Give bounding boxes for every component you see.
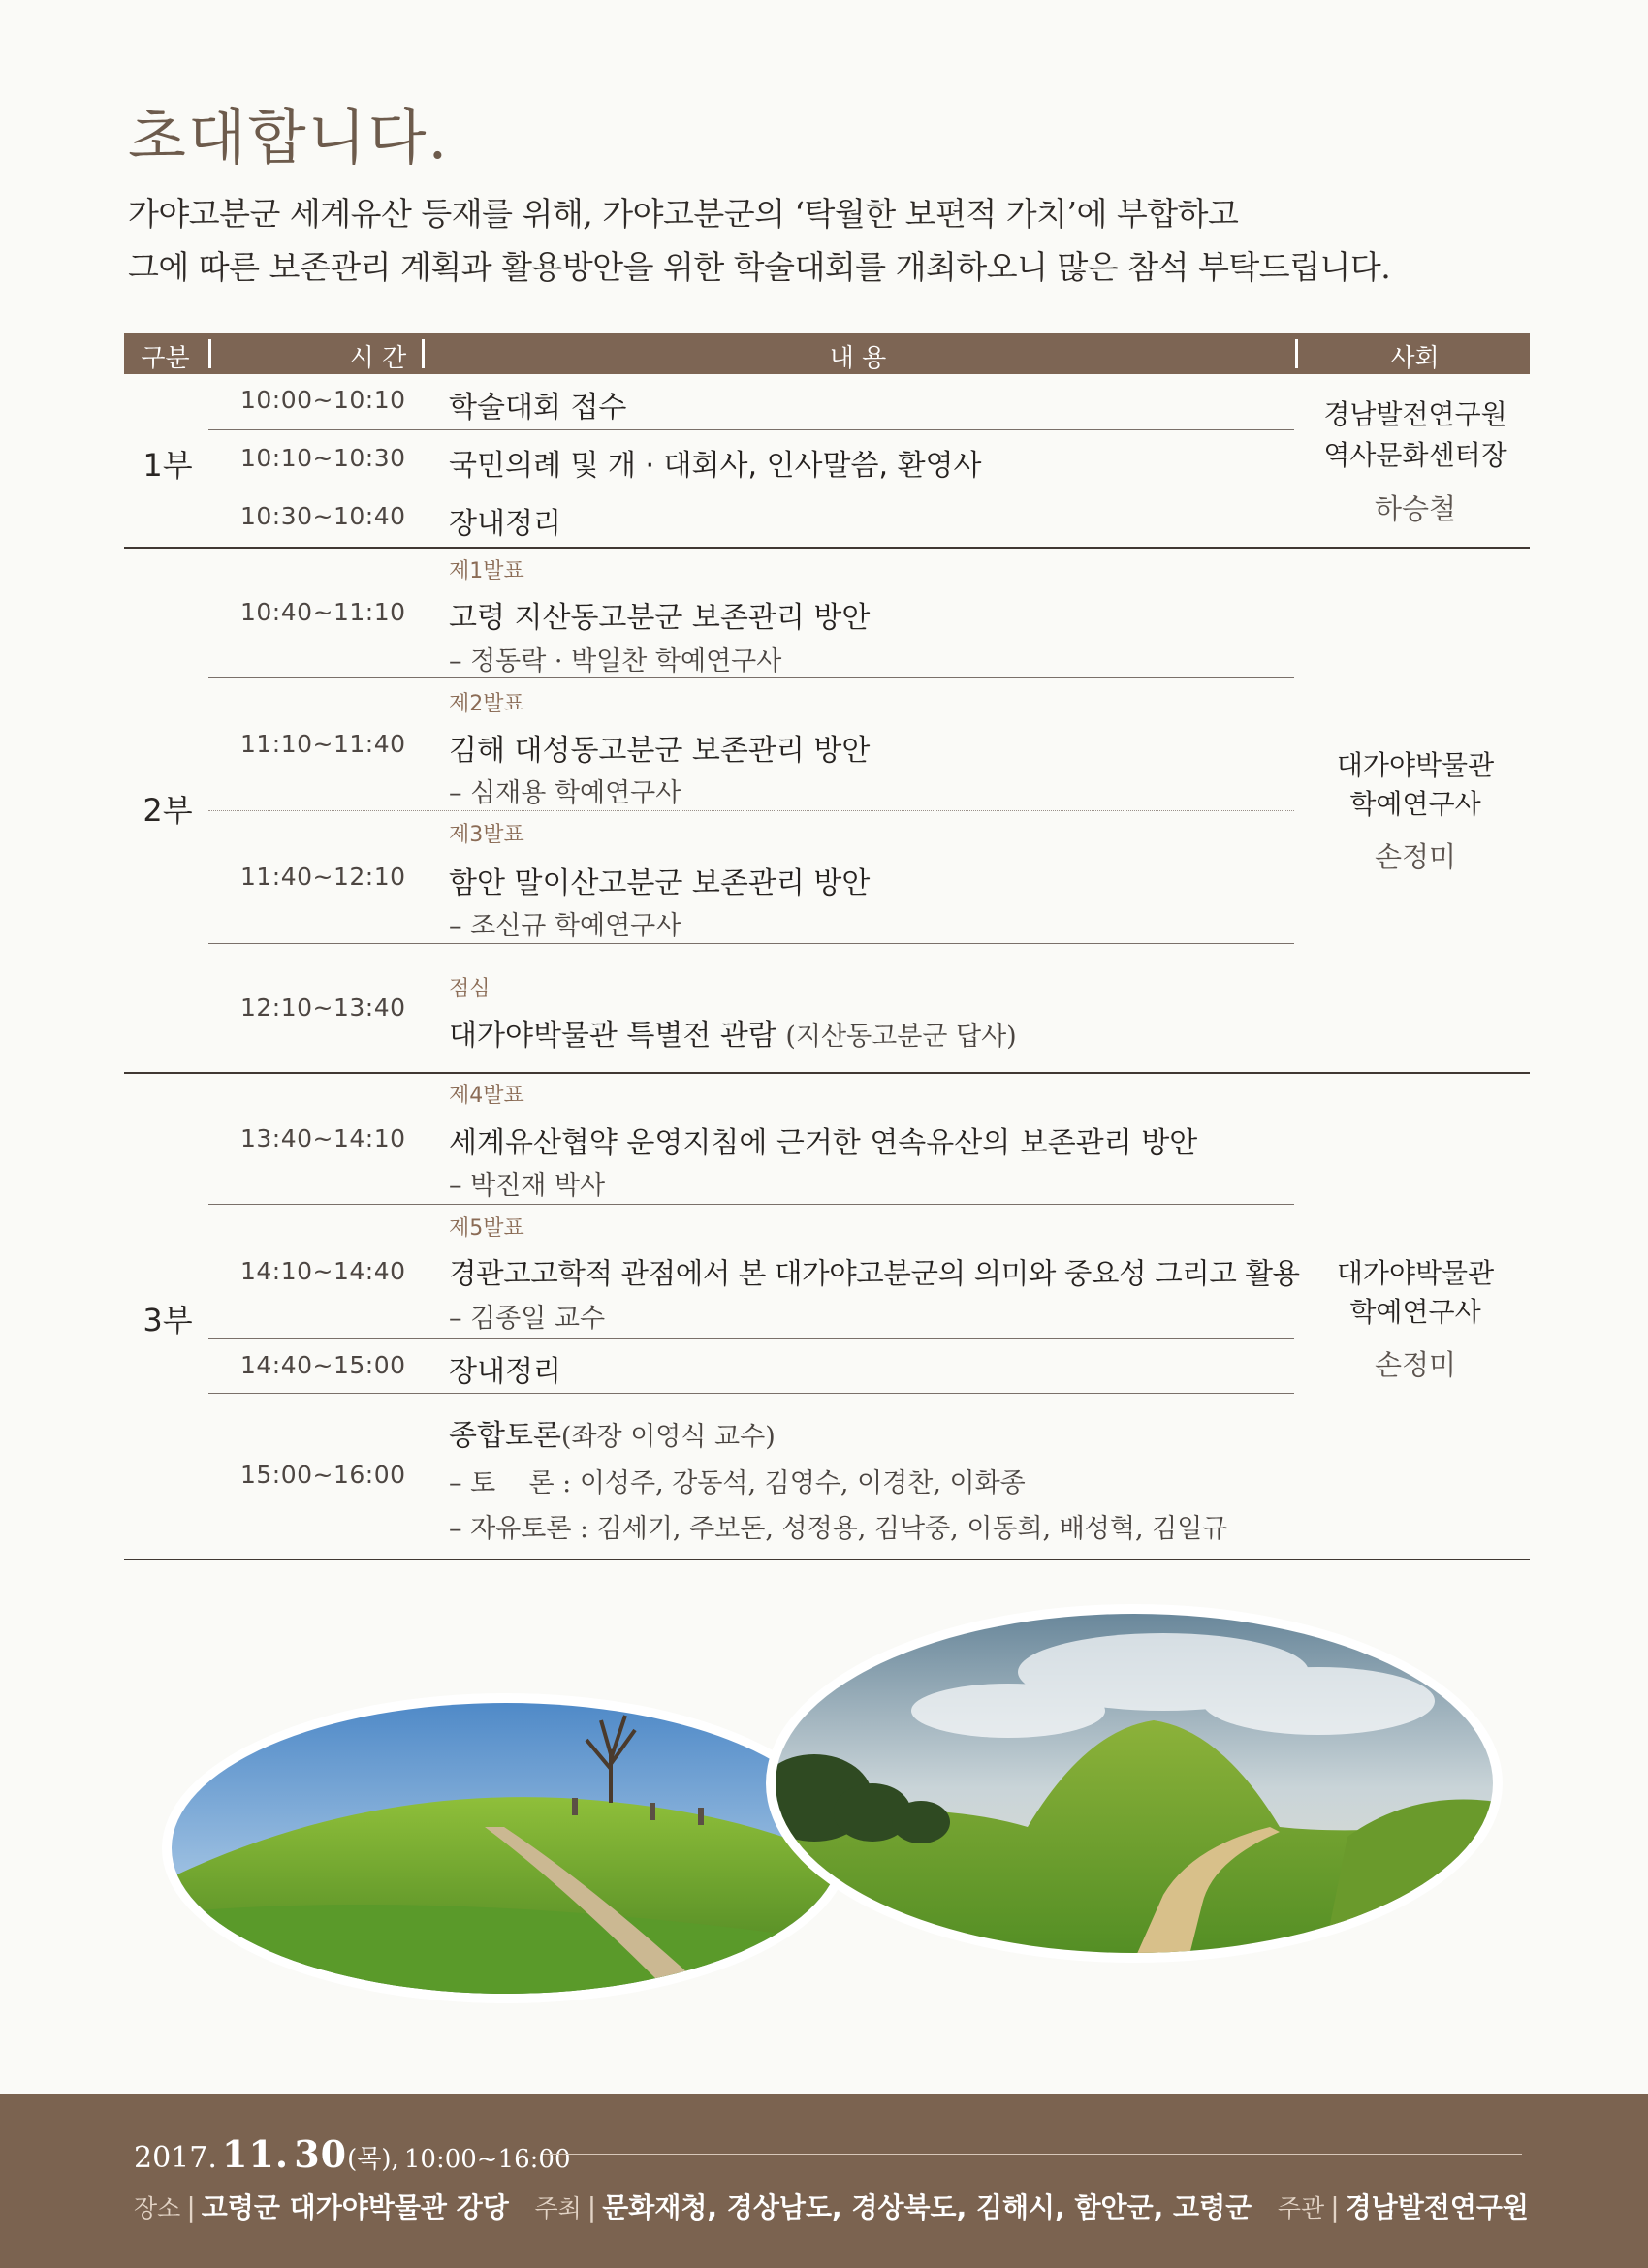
intro-line-2: 그에 따른 보존관리 계획과 활용방안을 위한 학술대회를 개최하오니 많은 참석 부탁드립니다. [128, 248, 1391, 286]
row-content: 장내정리 [449, 507, 561, 541]
row-divider [208, 1393, 1294, 1394]
header-divider [208, 339, 211, 368]
row-time: 12:10~13:40 [240, 993, 406, 1022]
row-content: 고령 지산동고분군 보존관리 방안 [449, 601, 871, 635]
organizer-key: 주최 [534, 2194, 582, 2222]
venue-value: 고령군 대가야박물관 강당 [201, 2191, 509, 2223]
event-info [134, 2187, 1529, 2225]
mound-photo-right [756, 1594, 1512, 1982]
intro-line-1: 가야고분군 세계유산 등재를 위해, 가야고분군의 ‘탁월한 보편적 가치’에 부합하고 [128, 195, 1239, 233]
row-time: 10:10~10:30 [240, 444, 406, 472]
footer-band [0, 2094, 1648, 2268]
row-divider [208, 677, 1294, 678]
header-part: 구분 [141, 344, 190, 373]
header-time: 시 간 [349, 344, 407, 373]
venue-key: 장소 [134, 2194, 181, 2222]
landscape-photos [155, 1594, 1512, 2050]
section-divider [124, 547, 1530, 549]
row-content: 장내정리 [449, 1355, 561, 1389]
row-time: 14:10~14:40 [240, 1257, 406, 1285]
row-time: 15:00~16:00 [240, 1461, 406, 1489]
host-key: 주관 [1277, 2194, 1325, 2222]
presentation-label: 제2발표 [449, 692, 524, 716]
host-name: 하승철 [1374, 492, 1457, 525]
row-content: 김해 대성동고분군 보존관리 방안 [449, 734, 871, 768]
row-speaker: – 조신규 학예연구사 [449, 911, 681, 941]
separator: | [186, 2191, 196, 2223]
row-content: 국민의례 및 개 · 대회사, 인사말씀, 환영사 [449, 449, 982, 483]
table-header [124, 333, 1530, 374]
row-content: 경관고고학적 관점에서 본 대가야고분군의 의미와 중요성 그리고 활용 [449, 1257, 1300, 1290]
row-divider [208, 1204, 1294, 1205]
row-content: 함안 말이산고분군 보존관리 방안 [449, 866, 871, 900]
row-content: 세계유산협약 운영지침에 근거한 연속유산의 보존관리 방안 [449, 1126, 1198, 1160]
row-speaker: – 박진재 박사 [449, 1171, 606, 1201]
lunch-label: 점심 [449, 977, 491, 1001]
header-host: 사회 [1390, 344, 1440, 373]
row-content: 학술대회 접수 [449, 391, 627, 425]
host-value: 경남발전연구원 [1345, 2191, 1529, 2223]
row-content-main: 종합토론 [449, 1419, 561, 1453]
row-content-note: (지산동고분군 답사) [785, 1022, 1017, 1052]
row-divider [208, 429, 1294, 430]
row-speaker: – 정동락 · 박일찬 학예연구사 [449, 646, 782, 677]
row-panel-discussion: – 토 론 : 이성주, 강동석, 김영수, 이경찬, 이화종 [449, 1468, 1026, 1498]
host-title: 학예연구사 [1349, 788, 1481, 820]
row-time: 10:40~11:10 [240, 598, 406, 626]
row-content [449, 1411, 776, 1454]
host-title: 역사문화센터장 [1323, 439, 1507, 471]
presentation-label: 제5발표 [449, 1216, 524, 1241]
presentation-label: 제4발표 [449, 1084, 524, 1108]
host-name: 손정미 [1374, 1348, 1457, 1381]
host-org: 경남발전연구원 [1323, 398, 1507, 430]
row-divider [208, 1338, 1294, 1339]
section-divider [124, 1072, 1530, 1074]
part-label-3: 3부 [143, 1302, 193, 1339]
row-speaker: – 심재용 학예연구사 [449, 778, 681, 808]
event-weekday: (목), [347, 2145, 399, 2174]
mound-photo-left [155, 1691, 853, 2011]
separator: | [586, 2191, 597, 2223]
row-content-main: 대가야박물관 특별전 관람 [449, 1019, 776, 1053]
event-month: 11. [221, 2132, 290, 2176]
row-time: 10:30~10:40 [240, 502, 406, 530]
event-year: 2017. [134, 2141, 217, 2175]
row-time: 11:10~11:40 [240, 730, 406, 758]
row-divider [208, 810, 1294, 811]
row-divider [208, 943, 1294, 944]
row-content [449, 1011, 1017, 1054]
event-hours: 10:00~16:00 [403, 2145, 571, 2174]
separator: | [1330, 2191, 1340, 2223]
presentation-label: 제1발표 [449, 559, 524, 583]
page-title: 초대합니다. [128, 102, 450, 173]
row-time: 14:40~15:00 [240, 1351, 406, 1379]
row-time: 11:40~12:10 [240, 863, 406, 891]
part-label-2: 2부 [143, 792, 193, 829]
header-content: 내 용 [829, 344, 887, 373]
header-divider [422, 339, 425, 368]
host-title: 학예연구사 [1349, 1296, 1481, 1328]
row-content-note: (좌장 이영식 교수) [560, 1422, 776, 1452]
header-divider [1295, 339, 1298, 368]
event-date [134, 2132, 571, 2176]
section-divider [124, 1559, 1530, 1560]
part-label-1: 1부 [143, 447, 193, 484]
row-speaker: – 김종일 교수 [449, 1304, 606, 1334]
host-org: 대가야박물관 [1336, 749, 1495, 781]
presentation-label: 제3발표 [449, 823, 524, 847]
host-org: 대가야박물관 [1336, 1257, 1495, 1289]
row-free-discussion: – 자유토론 : 김세기, 주보돈, 성정용, 김낙중, 이동희, 배성혁, 김일규 [449, 1514, 1228, 1544]
host-name: 손정미 [1374, 840, 1457, 873]
event-day: 30 [294, 2132, 348, 2176]
row-time: 10:00~10:10 [240, 386, 406, 414]
organizer-value: 문화재청, 경상남도, 경상북도, 김해시, 함안군, 고령군 [602, 2191, 1252, 2223]
row-time: 13:40~14:10 [240, 1124, 406, 1152]
footer-divider [543, 2154, 1522, 2155]
